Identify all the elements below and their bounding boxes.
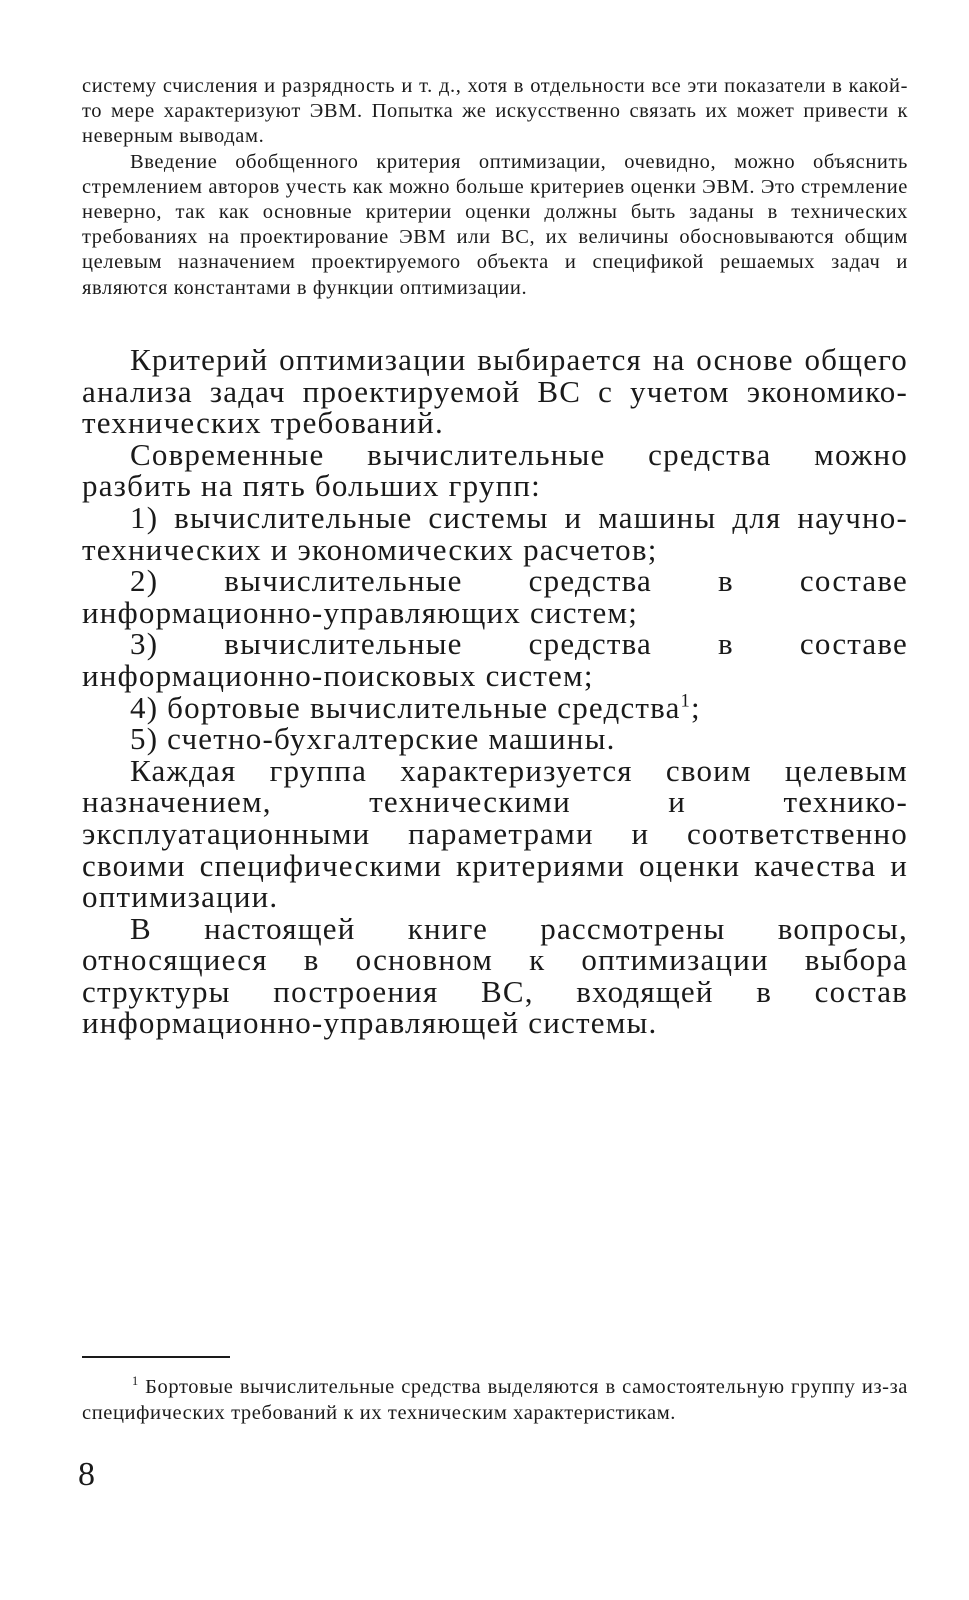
footnote-text: Бортовые вычислительные средства выделяются в самостоятельную группу из-за специфических требований к их техническим характеристикам. xyxy=(82,1376,908,1424)
intro-text xyxy=(82,74,908,301)
list-item-4-end: ; xyxy=(691,689,701,725)
list-item-2: 2) вычислительные средства в составе информационно-управляющих систем; xyxy=(82,563,908,630)
footnote-divider xyxy=(82,1356,230,1358)
intro-paragraph-1: систему счисления и разрядность и т. д., хотя в отдельности все эти показатели в какой-то мере характеризуют ЭВМ. Попытка же искусственно связать их может привести к неверным выводам. xyxy=(82,75,908,148)
body-paragraph-2: Современные вычислительные средства можно разбить на пять больших групп: xyxy=(82,436,908,504)
intro-paragraph-2: Введение обобщенного критерия оптимизации, очевидно, можно объяснить стремлением авторов учесть как можно больше критериев оценки ЭВМ. Это стремление неверно, так как основные критерии оценки должны быть заданы в технических требованиях на проектирование ЭВМ или ВС, их величины обосновываются общим целевым назначением проектируемого объекта и спецификой решаемых задач и являются константами в функции оптимизации. xyxy=(82,150,908,299)
page-number: 8 xyxy=(78,1456,95,1493)
body-paragraph-1: Критерий оптимизации выбирается на основе общего анализа задач проектируемой ВС с учетом экономико-технических требований. xyxy=(82,342,908,441)
footnote-mark: 1 xyxy=(132,1374,139,1389)
list-item-4 xyxy=(82,689,908,725)
list-item-5: 5) счетно-бухгалтерские машины. xyxy=(130,721,616,757)
main-text xyxy=(82,344,908,1039)
list-item-3: 3) вычислительные средства в составе информационно-поисковых систем; xyxy=(82,626,908,693)
footnote xyxy=(82,1374,908,1426)
body-paragraph-4: В настоящей книге рассмотрены вопросы, относящиеся в основном к оптимизации выбора структуры построения ВС, входящей в состав информационно-управляющей системы. xyxy=(82,910,908,1041)
list-item-1: 1) вычислительные системы и машины для научно-технических и экономических расчетов; xyxy=(82,499,908,567)
body-paragraph-3: Каждая группа характеризуется своим целевым назначением, техническими и технико-эксплуатационными параметрами и соответственно своими специфическими критериями оценки качества и оптимизации. xyxy=(82,752,908,915)
footnote-reference: 1 xyxy=(680,690,692,712)
list-item-4-text: 4) бортовые вычислительные средства xyxy=(130,689,681,725)
